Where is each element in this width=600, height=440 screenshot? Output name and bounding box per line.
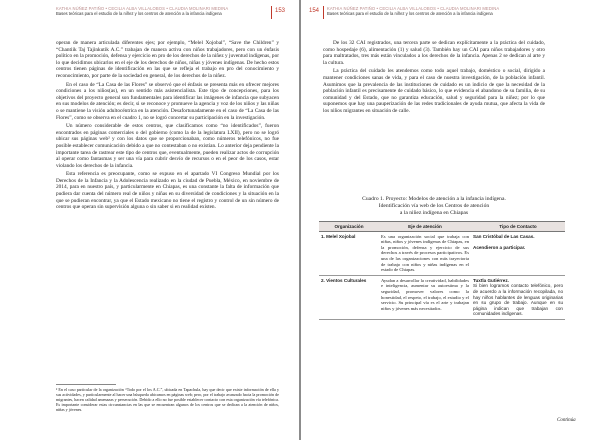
left-paragraph-3: Un número considerable de estos centros, que clasificamos como “no identificados”, fueron encontrados en páginas comerciales o del gobierno (como la de la legislatura LXII), pero no se logró ubicar sus páginas web² y con los datos que se proporcionaban, como números telefónicos, no fue posible establecer comunicación debido a que no contestaban o no existían. Lo anterior deja pendiente la importante tarea de rastrear este tipo de centros que, eventualmente, pueden realizar actos de corrupción al operar como fantasmas y ser una vía para cubrir desvío de recursos o en el peor de los casos, estar violando los derechos de la infancia. [56,123,279,169]
right-paragraph-1: De los 32 CAI registrados, una tercera parte se dedican explícitamente a la práctica del cuidado, como hospedaje (6), alimentación (1) y salud (3). También hay un CAI para niños trabajadores y otro para maltratados, tres más están vinculados a los derechos de la infancia. Apenas 2 se dedican al arte y la cultura. [323,40,545,66]
caption-line-3: a la niñez indígena en Chiapas [399,209,469,216]
row-1-organization: 1. Melel Xojobal [319,231,379,275]
footnote: ² En el caso particular de la organización “Todo por el los A.C.”, ubicada en Tapachula, hay que decir que existe información de ella y sus actividades, y particularmente al hacer una búsqueda ubicamos en páginas web; pero, por el trabajo avanzado hacia la promoción de migrantes, hacen calidad amenazas y persecución. Debido a ello no fue posible establecer contacto con esta organización vía telefónica. Es importante considerar estas circunstancias en las que se encuentran algunos de los centros que se dedican a la atención de niños, niñas y jóvenes. [56,387,279,412]
footnote-rule [56,384,116,385]
caption-line-1: Cuadro 1. Proyecto: Modelos de atención a la infancia indígena. [362,196,506,202]
row-2-organization: 2. Vientos Culturales [319,275,379,319]
left-page-header [56,6,228,16]
right-header-subtitle: Bases teóricas para el estudio de la niñez y los centros de atención a la infancia indígena [327,11,493,16]
left-header-authors: KATHIA NÚÑEZ PATIÑO • CECILIA ALBA VILLALOBOS • CLAUDIA MOLINARI MEDINA [56,6,229,11]
row-1-contact-line-1: San Cristóbal de Las Casas. [473,233,535,239]
left-page-number: 153 [275,8,286,14]
table-row [319,275,565,319]
left-paragraph-1: operan de manera articulada diferentes ejes; por ejemplo, “Melel Xojobal”, “Save the Children” y “Chantiik Taj Tajinkutik A.C.” trabajan de manera activa con niños trabajadores, pero con un énfasis político en la promoción, defensa y ejercicio en pro de los derechos de la niñez y juventud indígenas, por lo que decidimos ubicarlos en el eje de los derechos de niños, niñas y jóvenes indígenas. De hecho estos centros tienen páginas de identificación en las que se refleja el trabajo en pro del conocimiento y reconocimiento, por parte de la sociedad en general, de los derechos de la niñez. [56,40,279,79]
row-1-contact [471,231,565,275]
left-page [0,0,299,440]
col-header-axis: Eje de atención [379,222,471,232]
continued-label: Continúa [557,418,576,423]
row-1-contact-line-2: Acendieron a participar. [473,245,526,251]
right-header-authors: KATHIA NÚÑEZ PATIÑO • CECILIA ALBA VILLALOBOS • CLAUDIA MOLINARI MEDINA [327,6,500,11]
left-paragraph-2: En el caso de “La Casa de las Flores” se observó que el énfasis se presenta más en ofrecer mejores condiciones a los niños(as), en un sentido más asistencialista. Este tipo de concepciones, para los objetivos del proyecto general son fundamentales para identificar las imágenes de infancia que subyacen en sus modelos de atención; es decir, si se reconoce y promueve la agencia y voz de los niños y las niñas o se mantiene la visión adultocéntrica en la atención. Desafortunadamente en el caso de “La Casa de las Flores”, como se observa en el cuadro 1, no se logró concertar su participación en la investigación. [56,81,279,121]
right-page-number: 154 [309,8,320,14]
left-body-text [56,40,279,213]
right-body-text [323,40,545,117]
caption-line-2: Identificación vía web de los Centros de atención [378,202,490,209]
col-header-organization: Organización [319,222,379,232]
row-1-axis: Es una organización social que trabaja con niñas, niños y jóvenes indígenas de Chiapas, en la promoción, defensa y ejercicio de sus derechos a través de procesos participativos. Es una de las organizaciones con más trayectoria de trabajo con niños y niñas indígenas en el estado de Chiapas. [379,231,471,275]
left-header-subtitle: Bases teóricas para el estudio de la niñez y los centros de atención a la infancia indígena [56,11,222,16]
row-2-contact [471,275,565,319]
right-page [301,0,600,440]
row-2-contact-line-2: Si bien logramos contacto telefónico, pero de acuerdo a la información recopilada, no hay niños hablantes de lenguas originarias en su grupo de trabajo. Aunque en su página indican que trabajan con comunidades indígenas. [473,283,563,317]
right-page-header [327,6,499,16]
row-2-contact-line-1: Tuxtla Gutiérrez. [473,277,509,283]
table-row [319,231,565,275]
right-header-divider [323,6,324,19]
centers-table [319,221,565,320]
col-header-contact: Tipo de Contacto [471,222,565,232]
table-caption [323,196,545,216]
row-2-axis: Ayudan a desarrollar la creatividad, habilidades e inteligencia, aumentar su autoestima y la seguridad, promover valores como la honestidad, el respeto, el trabajo, el estudio y el servicio. Su principal vía es el arte y trabajan niños y jóvenes más necesitados. [379,275,471,319]
left-header-divider [271,6,272,19]
table-header-row [319,222,565,232]
left-paragraph-4: Esta referencia es preocupante, como se expuso en el apartado VI Congreso Mundial por los Derechos de la Infancia y la Adolescencia realizado en la ciudad de Puebla, México, en noviembre de 2014, para en nuestro país, y particularmente en Chiapas, es una constante la falta de información que pudiera dar cuenta del número real de niños y niñas en su diversidad de condiciones y la situación en la que se pudieran encontrar, ya que el Estado mexicano no tiene el registro y control de un sin número de centros que operan sin supervisión alguna o sin saber si en realidad existen. [56,171,279,211]
right-paragraph-2: La práctica del cuidado les atendemos como todo aquel trabajo, doméstico o social, dirigido a mantener condiciones sanas de vida, y para el caso de nuestra investigación, de la población infantil. Asumimos que la prevalencia de las instituciones de cuidado es un indicio de que la necesidad de la población infantil es precisamente de cuidado básico, lo que evidencia el abandono de su familia, de su comunidad y del Estado, que no garantiza educación, salud y seguridad para la niñez; por lo que suponemos que hay una pauperización de las redes tradicionales de ayuda mutua, que afecta la vida de los niños migrantes en situación de calle. [323,68,545,114]
